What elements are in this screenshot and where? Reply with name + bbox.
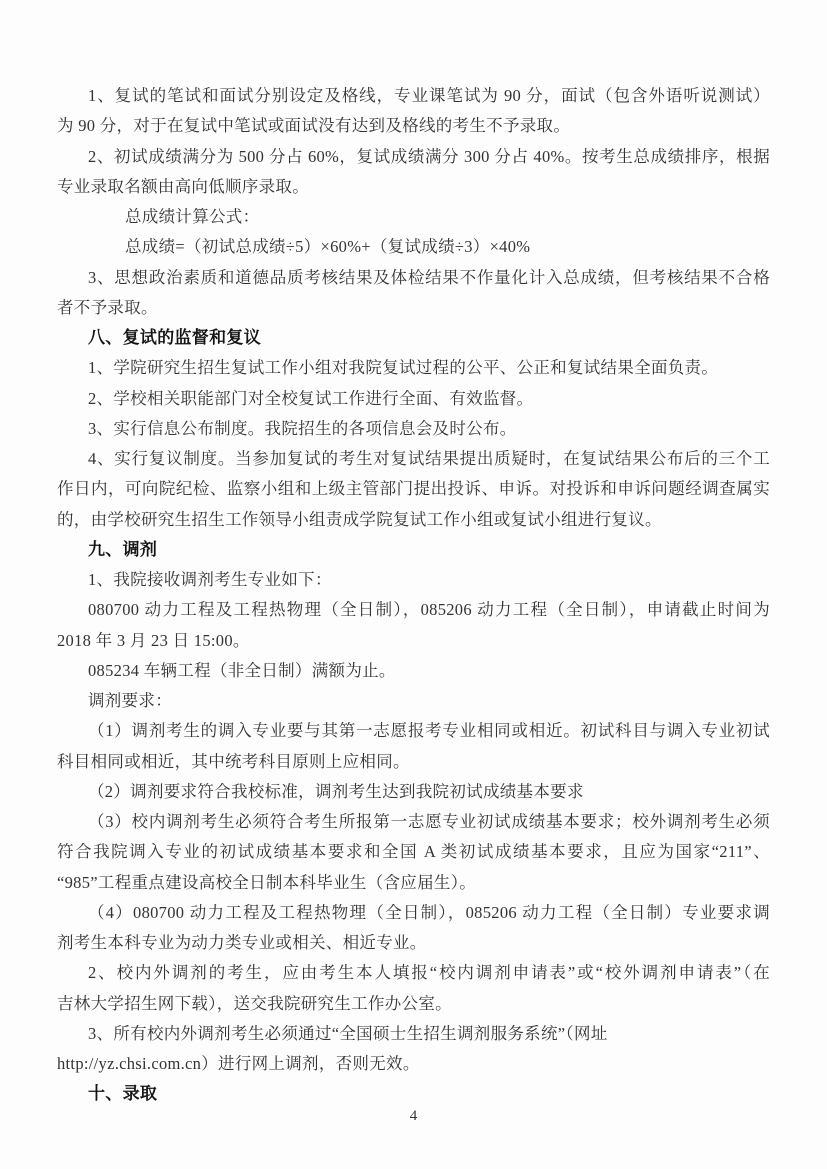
text-line: 1、我院接收调剂考生专业如下： (88, 570, 332, 589)
text-line: 4、实行复议制度。当参加复试的考生对复试结果提出质疑时，在复试结果公布后的三个工 (88, 449, 770, 468)
text-line: （1）调剂考生的调入专业要与其第一志愿报考专业相同或相近。初试科目与调入专业初试 (88, 721, 770, 741)
text-line: 专业录取名额由高向低顺序录取。 (57, 176, 309, 196)
page-number: 4 (409, 1108, 418, 1124)
text-line: 为 90 分，对于在复试中笔试或面试没有达到及格线的考生不予录取。 (57, 116, 571, 136)
text-line: 符合我院调入专业的初试成绩基本要求和全国 A 类初试成绩基本要求，且应为国家“211”、 (57, 842, 770, 862)
text-line: 剂考生本科专业为动力类专业或相关、相近专业。 (57, 933, 427, 952)
text-line: 总成绩=（初试总成绩÷5）×60%+（复试成绩÷3）×40% (125, 237, 531, 257)
text-line: 2、学校相关职能部门对全校复试工作进行全面、有效监督。 (88, 388, 534, 408)
text-line: 080700 动力工程及工程热物理（全日制），085206 动力工程（全日制），申请截止时间为 (88, 600, 770, 620)
text-line: 总成绩计算公式： (125, 207, 260, 226)
text-line: 3、思想政治素质和道德品质考核结果及体检结果不作量化计入总成绩，但考核结果不合格 (88, 267, 770, 287)
text-line: http://yz.chsi.com.cn）进行网上调剂，否则无效。 (57, 1054, 420, 1073)
document-body (57, 81, 770, 1110)
text-line: “985”工程重点建设高校全日制本科毕业生（含应届生）。 (57, 872, 477, 892)
text-line: 作日内，可向院纪检、监察小组和上级主管部门提出投诉、申诉。对投诉和申诉问题经调查属实 (57, 479, 770, 499)
text-line: 2、初试成绩满分为 500 分占 60%，复试成绩满分 300 分占 40%。按考生总成绩排序，根据 (88, 146, 770, 166)
text-line: 2、校内外调剂的考生，应由考生本人填报“校内调剂申请表”或“校外调剂申请表”（在 (88, 963, 770, 983)
text-line: 1、学院研究生招生复试工作小组对我院复试过程的公平、公正和复试结果全面负责。 (88, 358, 719, 378)
text-line: （3）校内调剂考生必须符合考生所报第一志愿专业初试成绩基本要求；校外调剂考生必须 (88, 812, 770, 831)
text-line: （2）调剂要求符合我校标准，调剂考生达到我院初试成绩基本要求 (88, 781, 584, 801)
text-line: 的，由学校研究生招生工作领导小组责成学院复试工作小组或复试小组进行复议。 (57, 509, 662, 529)
text-line: 科目相同或相近，其中统考科目原则上应相同。 (57, 751, 410, 771)
text-line: 调剂要求： (88, 691, 172, 710)
text-line: 者不予录取。 (57, 297, 158, 317)
text-line: 085234 车辆工程（非全日制）满额为止。 (88, 660, 396, 680)
text-line: 3、所有校内外调剂考生必须通过“全国硕士生招生调剂服务系统”（网址 (88, 1023, 608, 1043)
text-line: 吉林大学招生网下载），送交我院研究生工作办公室。 (57, 993, 452, 1013)
section-heading: 八、复试的监督和复议 (88, 328, 261, 347)
text-line: 2018 年 3 月 23 日 15:00。 (57, 630, 250, 650)
text-line: 3、实行信息公布制度。我院招生的各项信息会及时公布。 (88, 418, 517, 438)
text-line: （4）080700 动力工程及工程热物理（全日制），085206 动力工程（全日制）专业要求调 (88, 902, 770, 922)
section-heading: 十、录取 (88, 1084, 158, 1104)
text-line: 1、复试的笔试和面试分别设定及格线，专业课笔试为 90 分，面试（包含外语听说测试） (88, 86, 770, 105)
section-heading: 九、调剂 (88, 539, 158, 559)
